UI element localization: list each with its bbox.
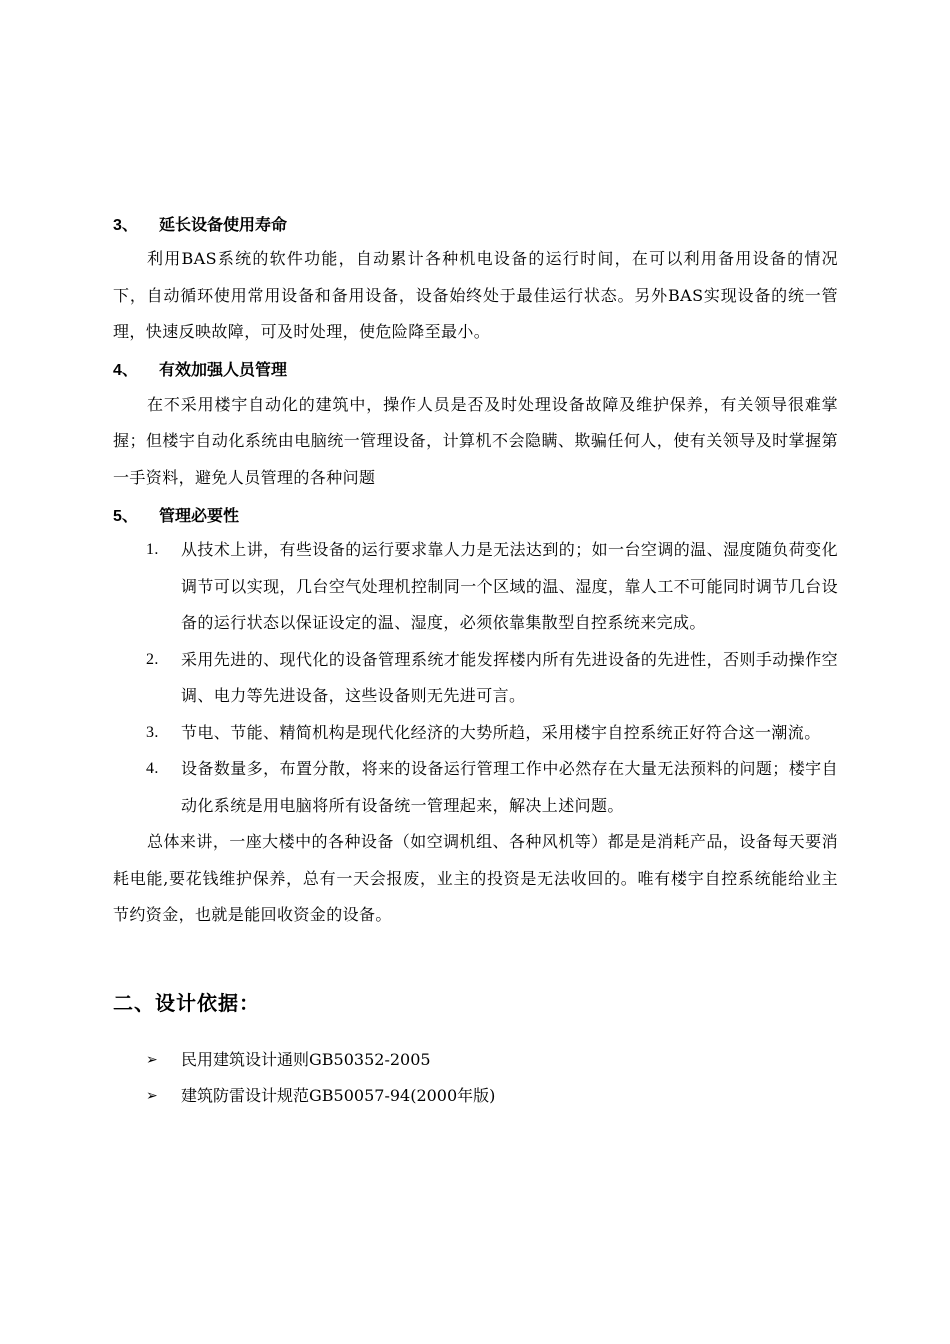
list-item-number: 3. — [146, 723, 159, 741]
arrow-bullet-icon: ➢ — [146, 1088, 158, 1104]
conclusion-paragraph: 总体来讲，一座大楼中的各种设备（如空调机组、各种风机等）都是是消耗产品，设备每天要消耗电能,要花钱维护保养，总有一天会报废，业主的投资是无法收回的。唯有楼宇自控系统能给业主节约资金，也就是能回收资金的设备。 — [113, 832, 838, 924]
list-item-text: 采用先进的、现代化的设备管理系统才能发挥楼内所有先进设备的先进性，否则手动操作空调、电力等先进设备，这些设备则无先进可言。 — [181, 649, 838, 705]
list-item-text: 从技术上讲，有些设备的运行要求靠人力是无法达到的；如一台空调的温、湿度随负荷变化调节可以实现，几台空气处理机控制同一个区域的温、湿度，靠人工不可能同时调节几台设备的运行状态以保证设定的温、湿度，必须依靠集散型自控系统来完成。 — [181, 540, 838, 632]
document-content — [113, 205, 838, 1115]
list-item — [113, 642, 838, 715]
list-item-number: 2. — [146, 650, 159, 668]
section-title: 管理必要性 — [159, 505, 240, 525]
section-number: 5、 — [113, 507, 138, 525]
list-item-number: 4. — [146, 760, 159, 777]
list-item — [113, 715, 838, 752]
list-item-text: 设备数量多，布置分散，将来的设备运行管理工作中必然存在大量无法预料的问题；楼宇自动化系统是用电脑将所有设备统一管理起来，解决上述问题。 — [181, 759, 838, 815]
section-number: 3、 — [113, 216, 138, 234]
section-title: 延长设备使用寿命 — [159, 214, 288, 234]
section-paragraph: 在不采用楼宇自动化的建筑中，操作人员是否及时处理设备故障及维护保养，有关领导很难掌握；但楼宇自动化系统由电脑统一管理设备，计算机不会隐瞒、欺骗任何人，使有关领导及时掌握第一手资料，避免人员管理的各种问题 — [113, 394, 838, 487]
list-item-text: 节电、节能、精简机构是现代化经济的大势所趋，采用楼宇自控系统正好符合这一潮流。 — [181, 722, 821, 742]
section-number: 4、 — [113, 362, 138, 379]
list-item — [113, 751, 838, 824]
list-item — [113, 1042, 838, 1079]
list-item — [113, 532, 838, 642]
necessity-list — [113, 532, 838, 824]
design-basis-heading: 二、设计依据： — [113, 991, 260, 1015]
arrow-bullet-icon: ➢ — [146, 1051, 158, 1068]
list-item-text: 建筑防雷设计规范GB50057-94(2000年版) — [181, 1086, 496, 1105]
section-heading-3 — [113, 205, 838, 241]
section-paragraph: 利用BAS系统的软件功能，自动累计各种机电设备的运行时间，在可以利用备用设备的情况下，自动循环使用常用设备和备用设备，设备始终处于最佳运行状态。另外BAS实现设备的统一管理，快速反映故障，可及时处理，使危险降至最小。 — [113, 249, 838, 341]
section-heading-5 — [113, 496, 838, 532]
section-heading-4 — [113, 351, 838, 387]
list-item — [113, 1078, 838, 1115]
design-basis-list — [113, 1042, 838, 1115]
list-item-number: 1. — [146, 541, 159, 558]
list-item-text: 民用建筑设计通则GB50352-2005 — [181, 1049, 431, 1069]
section-title: 有效加强人员管理 — [159, 360, 288, 379]
